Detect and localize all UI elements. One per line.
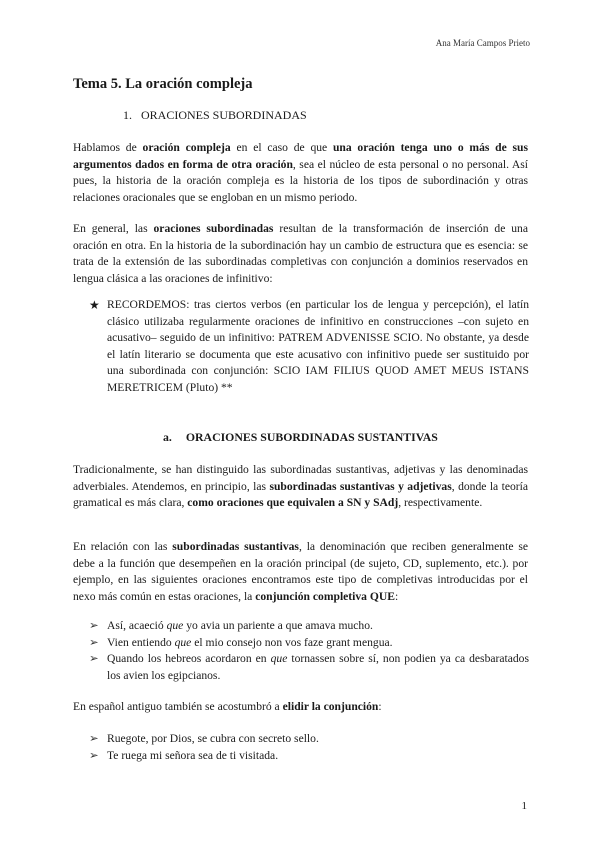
text: En español antiguo también se acostumbró a	[73, 700, 283, 713]
page-header-author: Ana María Campos Prieto	[435, 38, 530, 48]
text: :	[378, 700, 382, 713]
example-text: Te ruega mi señora sea de ti visitada.	[107, 748, 279, 762]
text: Tradicionalmente, se han distinguido las subordinadas sustantivas, adjetivas y las denominadas adverbiales. Atendemos, en principio, las	[73, 463, 528, 493]
italic-word: que	[270, 652, 288, 665]
example-text	[107, 618, 529, 635]
bold-term: subordinadas sustantivas y adjetivas	[269, 479, 452, 493]
text: en el caso de que	[230, 141, 333, 154]
bold-term: conjunción completiva QUE	[255, 589, 396, 603]
text: :	[395, 589, 399, 603]
page-number: 1	[521, 800, 527, 812]
page-title: Tema 5. La oración compleja	[73, 76, 253, 92]
note-item	[89, 297, 529, 396]
example-list	[89, 618, 529, 684]
example-text	[107, 651, 529, 684]
paragraph-subordinadas	[73, 221, 528, 287]
bold-term: subordinadas sustantivas	[172, 540, 299, 553]
paragraph-definition	[73, 140, 528, 206]
text: En general, las	[73, 222, 154, 235]
subsection-heading	[163, 430, 438, 445]
text: el mio consejo non vos faze grant mengua.	[191, 635, 393, 649]
bold-term: una oración tenga uno o más de sus argumentos dados en forma de otra oración	[73, 141, 529, 171]
text: tornassen sobre sí, non podien ya ca desbaratados los avien los egipcianos.	[107, 652, 529, 682]
arrow-bullet-icon: ➢	[89, 748, 99, 762]
star-icon: ★	[89, 298, 100, 312]
text: , donde la teoría gramatical es más clara,	[73, 479, 529, 509]
arrow-bullet-icon: ➢	[89, 635, 99, 649]
bold-term: como oraciones que equivalen a SN y SAdj	[187, 496, 399, 509]
list-item	[89, 731, 529, 748]
list-item	[89, 748, 529, 765]
paragraph-elision	[73, 699, 528, 716]
text: Así, acaeció	[107, 619, 167, 632]
text: Hablamos de	[73, 141, 143, 154]
paragraph-sustantivas	[73, 539, 528, 605]
text: yo avia un pariente a que amava mucho.	[183, 619, 373, 632]
paragraph-tradicionalmente	[73, 462, 528, 512]
bold-term: oraciones subordinadas	[153, 222, 274, 235]
section-label: ORACIONES SUBORDINADAS	[141, 108, 307, 122]
text: , la denominación que reciben generalmente se debe a la función que desempeñen en la oración principal (de sujeto, CD, suplemento, etc.). por ejemplo, en las siguientes oraciones encontramos este tipo de completivas introducidas por el nexo más común en estas oraciones, la	[73, 540, 528, 603]
list-item	[89, 635, 529, 652]
text: resultan de la transformación de inserción de una oración en otra. En la historia de la subordinación hay un cambio de estructura que es esencia: se trata de la extensión de las subordinadas completivas con conjunción a dominios reservados en lengua clásica a las oraciones de infinitivo:	[73, 222, 528, 285]
list-item	[89, 618, 529, 635]
text: Quando los hebreos acordaron en	[107, 652, 271, 665]
italic-word: que	[166, 619, 184, 632]
section-heading	[73, 108, 307, 123]
example-text	[107, 635, 529, 652]
italic-word: que	[174, 635, 192, 649]
example-text: Ruegote, por Dios, se cubra con secreto sello.	[107, 732, 319, 745]
bold-term: elidir la conjunción	[282, 700, 379, 713]
bold-term: oración compleja	[142, 141, 231, 154]
text: , sea el núcleo de esta personal o no personal. Así pues, la historia de la oración compleja es la historia de los tipos de subordinación y otras relaciones oracionales que se engloban en un mismo periodo.	[73, 157, 529, 204]
example-list-elision	[89, 731, 529, 764]
arrow-bullet-icon: ➢	[89, 619, 99, 632]
arrow-bullet-icon: ➢	[89, 652, 99, 665]
note-text: RECORDEMOS: tras ciertos verbos (en particular los de lengua y percepción), el latín clásico utilizaba regularmente oraciones de infinitivo en construcciones –con sujeto en acusativo– seguido de un infinitivo: PATREM ADVENISSE SCIO. No obstante, ya desde el latín literario se documenta que este acusativo con infinitivo puede ser sustituido por una subordinada con conjunción: SCIO IAM FILIUS QUOD AMET MEUS ISTANS MERETRICEM (Pluto) **	[107, 298, 529, 394]
subsection-letter: a.	[163, 430, 172, 444]
text: Vien entiendo	[107, 635, 175, 649]
section-number: 1.	[123, 108, 132, 122]
text: , respectivamente.	[398, 496, 483, 509]
note-block	[89, 297, 529, 396]
subsection-label: ORACIONES SUBORDINADAS SUSTANTIVAS	[185, 430, 438, 444]
list-item	[89, 651, 529, 684]
arrow-bullet-icon: ➢	[89, 732, 99, 745]
text: En relación con las	[73, 540, 173, 553]
